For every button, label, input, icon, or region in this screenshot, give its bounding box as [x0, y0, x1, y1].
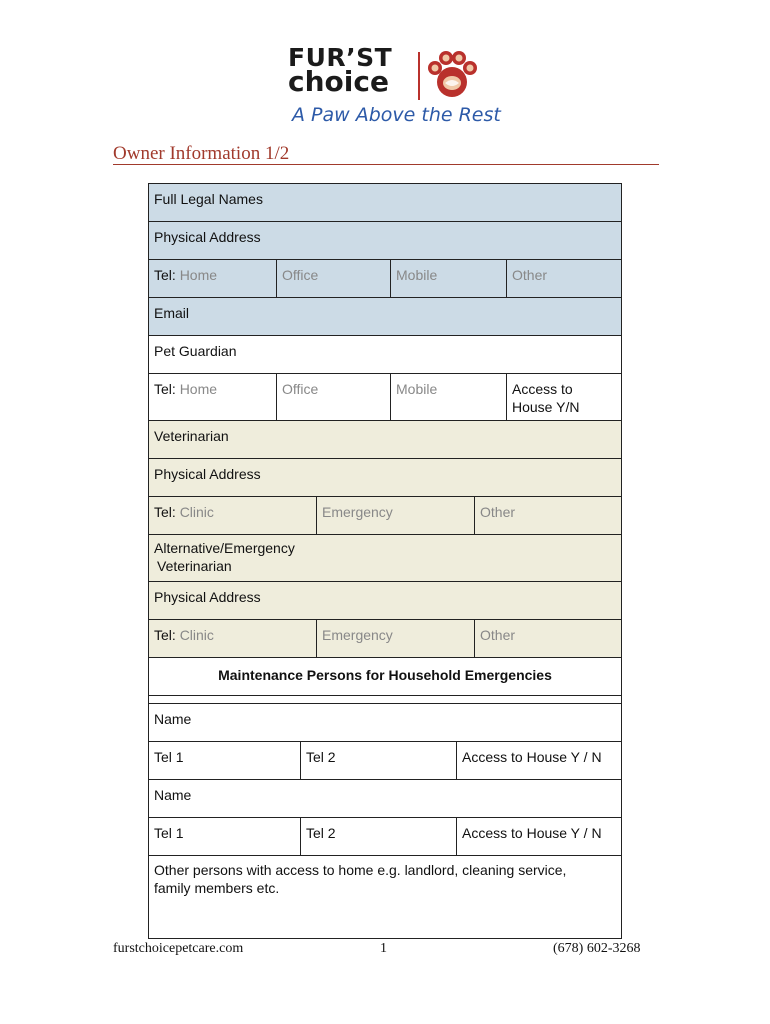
footer-phone: (678) 602-3268	[553, 941, 641, 956]
section-spacer	[149, 696, 621, 704]
owner-tel-mobile-field[interactable]	[391, 260, 507, 297]
vet-address-label: Physical Address	[154, 466, 261, 482]
tel-label: Tel:	[154, 381, 176, 397]
logo-line-2: choice	[288, 65, 389, 98]
veterinarian-field[interactable]	[149, 421, 621, 458]
tel-label: Tel:	[154, 627, 176, 643]
tel-clinic-hint: Clinic	[179, 504, 214, 520]
tel-1-label: Tel 1	[154, 749, 184, 765]
vet-tel-emergency-field[interactable]	[317, 497, 475, 534]
maintenance-tel1-field-1[interactable]	[149, 742, 301, 779]
logo-line-1: FUR’ST	[288, 43, 393, 72]
pet-guardian-label: Pet Guardian	[154, 343, 237, 359]
maintenance-tel-row-2	[149, 818, 621, 856]
tel-mobile-hint: Mobile	[396, 267, 438, 283]
pet-guardian-row	[149, 336, 621, 374]
tel-home-hint: Home	[179, 267, 218, 283]
tel-1-label: Tel 1	[154, 825, 184, 841]
logo-separator	[418, 52, 420, 100]
maintenance-name-field-2[interactable]	[149, 780, 621, 817]
maintenance-name-field-1[interactable]	[149, 704, 621, 741]
vet-tel-row	[149, 497, 621, 535]
maintenance-name-row-1	[149, 704, 621, 742]
footer-website: furstchoicepetcare.com	[113, 941, 244, 956]
maintenance-tel1-field-2[interactable]	[149, 818, 301, 855]
full-legal-names-row	[149, 184, 621, 222]
owner-tel-home-field[interactable]	[149, 260, 277, 297]
alt-vet-tel-other-field[interactable]	[475, 620, 621, 657]
page-title: Owner Information 1/2	[113, 143, 290, 164]
tel-mobile-hint: Mobile	[396, 381, 438, 397]
tel-emergency-hint: Emergency	[322, 504, 393, 520]
alt-vet-address-label: Physical Address	[154, 589, 261, 605]
access-to-house-label: Access to House Y / N	[462, 825, 602, 841]
owner-tel-office-field[interactable]	[277, 260, 391, 297]
logo-tagline: A Paw Above the Rest	[292, 104, 501, 126]
name-label: Name	[154, 711, 192, 727]
other-persons-row	[149, 856, 621, 938]
tel-label: Tel:	[154, 267, 176, 283]
tel-home-hint: Home	[179, 381, 218, 397]
owner-email-row	[149, 298, 621, 336]
alt-vet-label-line-2: Veterinarian	[157, 558, 232, 574]
alt-vet-tel-row	[149, 620, 621, 658]
vet-address-row	[149, 459, 621, 497]
tel-clinic-hint: Clinic	[179, 627, 214, 643]
footer-page-number: 1	[380, 941, 387, 956]
other-persons-field[interactable]	[149, 856, 621, 938]
paw-icon	[424, 48, 480, 104]
alt-vet-tel-emergency-field[interactable]	[317, 620, 475, 657]
tel-other-hint: Other	[480, 504, 516, 520]
vet-tel-other-field[interactable]	[475, 497, 621, 534]
tel-office-hint: Office	[282, 267, 319, 283]
maintenance-tel-row-1	[149, 742, 621, 780]
tel-other-hint: Other	[512, 267, 548, 283]
maintenance-name-row-2	[149, 780, 621, 818]
maintenance-access-field-1[interactable]	[457, 742, 621, 779]
owner-information-form	[148, 183, 622, 939]
email-label: Email	[154, 305, 190, 321]
pet-guardian-field[interactable]	[149, 336, 621, 373]
full-legal-names-label: Full Legal Names	[154, 191, 263, 207]
alt-vet-tel-clinic-field[interactable]	[149, 620, 317, 657]
full-legal-names-field[interactable]	[149, 184, 621, 221]
alt-vet-label-line-1: Alternative/Emergency	[154, 540, 295, 556]
tel-2-label: Tel 2	[306, 825, 336, 841]
alt-veterinarian-field[interactable]	[149, 535, 621, 581]
veterinarian-label: Veterinarian	[154, 428, 229, 444]
guardian-tel-home-field[interactable]	[149, 374, 277, 420]
maintenance-tel2-field-2[interactable]	[301, 818, 457, 855]
tel-other-hint: Other	[480, 627, 516, 643]
other-persons-label: Other persons with access to home e.g. landlord, cleaning service, family members etc.	[154, 862, 567, 896]
maintenance-header-row	[149, 658, 621, 696]
alt-vet-address-row	[149, 582, 621, 620]
tel-2-label: Tel 2	[306, 749, 336, 765]
company-logo	[288, 43, 501, 128]
guardian-tel-office-field[interactable]	[277, 374, 391, 420]
tel-emergency-hint: Emergency	[322, 627, 393, 643]
logo-wordmark	[288, 43, 416, 98]
access-to-house-label: Access to House Y / N	[462, 749, 602, 765]
owner-address-row	[149, 222, 621, 260]
alt-vet-address-field[interactable]	[149, 582, 621, 619]
maintenance-access-field-2[interactable]	[457, 818, 621, 855]
name-label: Name	[154, 787, 192, 803]
maintenance-section-title: Maintenance Persons for Household Emergencies	[218, 667, 552, 683]
owner-email-field[interactable]	[149, 298, 621, 335]
guardian-tel-mobile-field[interactable]	[391, 374, 507, 420]
vet-tel-clinic-field[interactable]	[149, 497, 317, 534]
owner-tel-row	[149, 260, 621, 298]
owner-address-label: Physical Address	[154, 229, 261, 245]
guardian-tel-row	[149, 374, 621, 421]
owner-tel-other-field[interactable]	[507, 260, 621, 297]
owner-address-field[interactable]	[149, 222, 621, 259]
vet-address-field[interactable]	[149, 459, 621, 496]
tel-office-hint: Office	[282, 381, 319, 397]
alt-veterinarian-row	[149, 535, 621, 582]
tel-label: Tel:	[154, 504, 176, 520]
access-to-house-label: Access to House Y/N	[512, 381, 580, 415]
heading-underline	[113, 164, 659, 165]
maintenance-tel2-field-1[interactable]	[301, 742, 457, 779]
veterinarian-row	[149, 421, 621, 459]
guardian-access-field[interactable]	[507, 374, 621, 420]
